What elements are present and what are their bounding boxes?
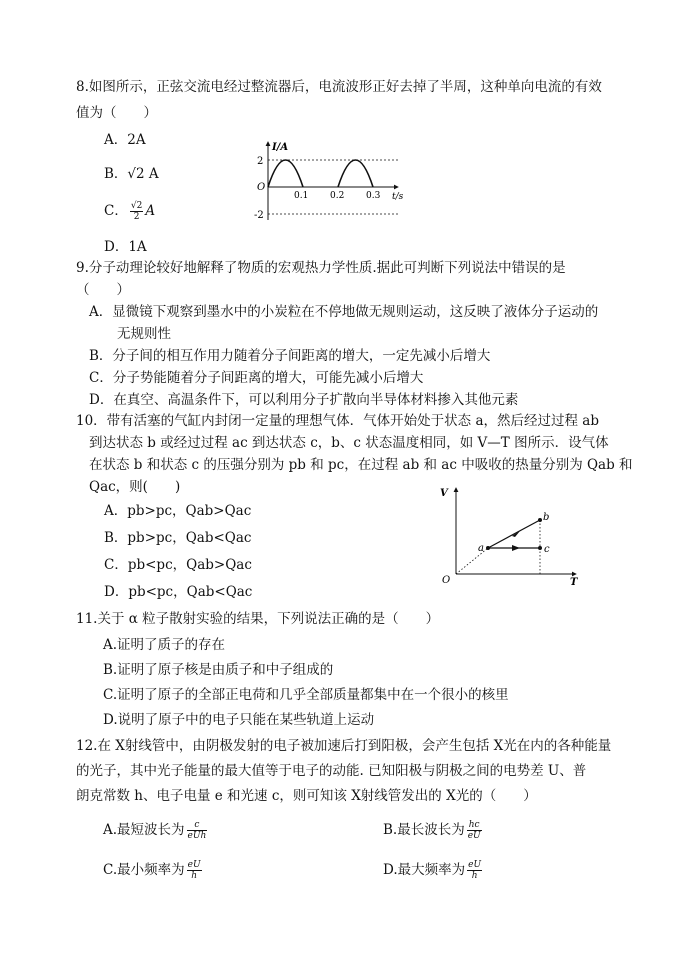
q11-option-d: D.说明了原子中的电子只能在某些轨道上运动 [103, 712, 375, 728]
q12-a-numerator: c [187, 820, 208, 831]
q8-y-top-label: 2 [257, 156, 264, 167]
q10-vt-graph [436, 484, 586, 588]
q8-c-denominator: 2 [133, 212, 140, 222]
q12-option-d [383, 860, 484, 881]
q8-option-c-unit: A [145, 203, 156, 219]
q10-point-c-label: c [544, 544, 550, 555]
q11-option-b: B.证明了原子核是由质子和中子组成的 [103, 662, 334, 678]
q12-d-denominator: h [471, 871, 478, 881]
q12-option-a-label: A.最短波长为 [103, 822, 185, 838]
q9-stem-line2: （ ） [76, 282, 130, 298]
q10-stem-line1: 10．带有活塞的气缸内封闭一定量的理想气体．气体开始处于状态 a，然后经过过程 ab [76, 413, 599, 429]
q12-stem-line1: 12.在 X射线管中，由阴极发射的电子被加速后打到阳极，会产生包括 X光在内的各种能量 [76, 738, 612, 754]
q10-point-a-dot [486, 546, 490, 550]
q9-stem-line1: 9.分子动理论较好地解释了物质的宏观热力学性质.据此可判断下列说法中错误的是 [76, 260, 566, 276]
q10-point-c-dot [538, 546, 542, 550]
q12-c-numerator: eU [187, 860, 201, 870]
q8-option-c-label: C． [104, 203, 128, 219]
q8-option-b [104, 165, 159, 183]
q10-stem-line4: Qac，则( ) [89, 479, 181, 495]
q8-x-tick-3: 0.3 [366, 191, 381, 201]
q8-stem-line1: 8.如图所示，正弦交流电经过整流器后，电流波形正好去掉了半周，这种单向电流的有效 [76, 79, 602, 95]
q8-current-graph [248, 136, 408, 224]
q9-option-b: B．分子间的相互作用力随着分子间距离的增大，一定先减小后增大 [89, 348, 491, 364]
q8-half-wave-1 [268, 160, 303, 187]
q10-point-b-label: b [543, 512, 550, 523]
q9-option-a-line1: A．显微镜下观察到墨水中的小炭粒在不停地做无规则运动，这反映了液体分子运动的 [89, 304, 599, 320]
q9-option-c: C．分子势能随着分子间距离的增大，可能先减小后增大 [89, 370, 424, 386]
q10-stem-line2: 到达状态 b 或经过过程 ac 到达状态 c，b、c 状态温度相同，如 V—T 图所示．设气体 [89, 435, 609, 451]
q10-stem-line3: 在状态 b 和状态 c 的压强分别为 pb 和 pc，在过程 ab 和 ac 中吸收的热量分别为 Qab 和 [89, 457, 633, 473]
q9-option-a-line2: 无规则性 [117, 326, 171, 342]
q12-stem-line3: 朗克常数 h、电子电量 e 和光速 c，则可知该 X射线管发出的 X光的（ ） [76, 788, 537, 804]
q8-stem-line2: 值为（ ） [76, 105, 157, 121]
q8-c-numerator: √2 [130, 201, 143, 211]
q8-x-label: t/s [392, 192, 404, 202]
q10-point-b-dot [538, 518, 542, 522]
q8-y-label: I/A [272, 142, 289, 153]
q11-stem: 11.关于 α 粒子散射实验的结果，下列说法正确的是（ ） [76, 611, 440, 627]
q10-option-b: B．pb>pc，Qab<Qac [104, 530, 252, 546]
q10-option-d: D．pb<pc，Qab<Qac [104, 584, 253, 600]
q12-stem-line2: 的光子，其中光子能量的最大值等于电子的动能. 已知阳极与阴极之间的电势差 U、普 [76, 763, 587, 779]
q8-x-tick-1: 0.1 [294, 191, 309, 201]
q8-option-d: D．1A [104, 239, 147, 255]
q10-v-label: V [440, 488, 448, 499]
q10-point-a-label: a [478, 543, 484, 554]
q10-process-ab [488, 520, 540, 548]
q12-b-denominator: eU [467, 831, 481, 841]
q10-ac-arrow [512, 545, 520, 551]
q8-option-c [104, 201, 155, 222]
q12-option-b [383, 820, 484, 841]
q8-option-a: A．2A [104, 132, 146, 148]
q12-option-c-label: C.最小频率为 [103, 862, 185, 878]
q12-option-d-fraction [467, 860, 482, 881]
q8-option-b-label: B． [104, 166, 128, 182]
q10-option-a: A．pb>pc，Qab>Qac [104, 503, 252, 519]
q12-a-denominator: eUh [187, 831, 207, 841]
q8-option-b-value: √2 A [127, 166, 159, 182]
q12-b-numerator: hc [467, 820, 482, 831]
q9-option-d: D．在真空、高温条件下，可以利用分子扩散向半导体材料掺入其他元素 [89, 392, 519, 408]
q8-option-c-fraction [130, 201, 143, 222]
q8-half-wave-2 [338, 160, 373, 187]
q10-origin-label: O [442, 575, 451, 586]
q12-c-denominator: h [191, 871, 197, 881]
q12-option-d-label: D.最大频率为 [383, 862, 466, 878]
q12-option-c-fraction [187, 860, 202, 881]
q12-option-a [103, 820, 209, 841]
q8-origin-label: O [257, 182, 266, 193]
q10-option-c: C．pb<pc，Qab>Qac [104, 557, 252, 573]
q12-option-a-fraction [187, 820, 208, 841]
q11-option-a: A.证明了质子的存在 [103, 637, 226, 653]
q12-d-numerator: eU [468, 860, 482, 870]
q8-y-bottom-label: -2 [254, 210, 264, 221]
q10-t-label: T [570, 577, 578, 588]
q12-option-b-label: B.最长波长为 [383, 822, 465, 838]
q12-option-b-fraction [467, 820, 482, 841]
q12-option-c [103, 860, 204, 881]
q11-option-c: C.证明了原子的全部正电荷和几乎全部质量都集中在一个很小的核里 [103, 687, 509, 703]
q8-x-tick-2: 0.2 [330, 191, 345, 201]
